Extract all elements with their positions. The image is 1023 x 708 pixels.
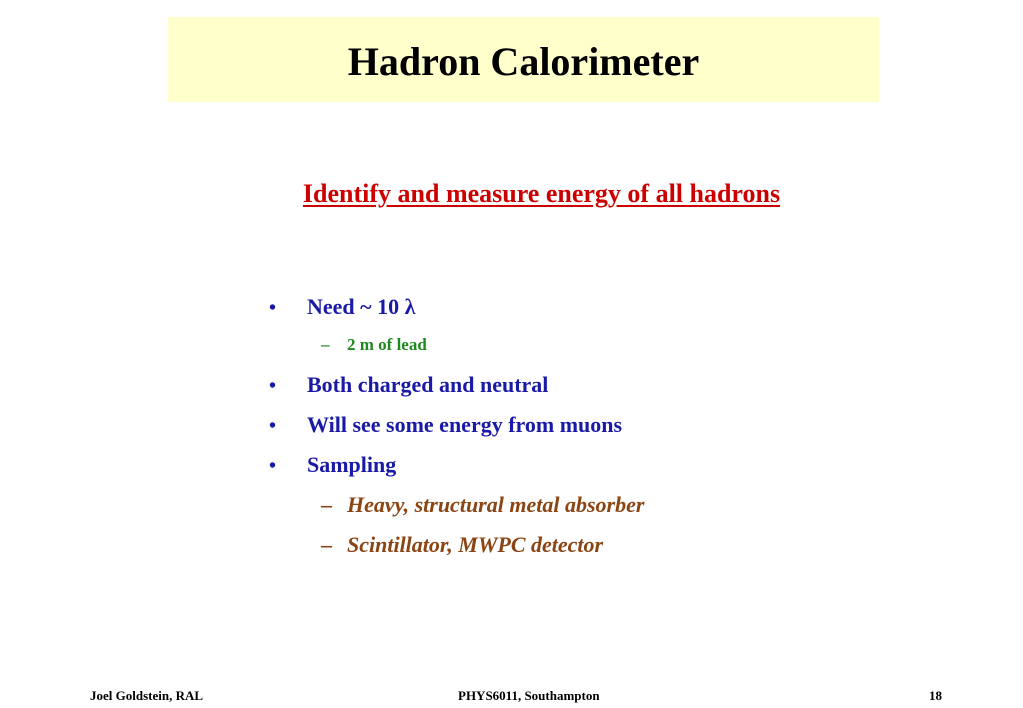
- sub-bullet-marker: –: [321, 532, 332, 557]
- slide-subtitle: Identify and measure energy of all hadrons: [302, 179, 781, 208]
- bullet-item-muons: [268, 414, 888, 454]
- sub-bullet-item-detector: [268, 534, 888, 574]
- bullet-text: Need ~ 10 λ: [307, 294, 416, 319]
- slide-title: Hadron Calorimeter: [347, 38, 700, 84]
- sub-bullet-text: Heavy, structural metal absorber: [347, 492, 645, 517]
- bullet-text: Sampling: [307, 452, 397, 477]
- bullet-item-need: [268, 296, 888, 336]
- sub-bullet-item-absorber: [268, 494, 888, 534]
- sub-bullet-item-lead: [268, 336, 888, 374]
- sub-bullet-marker: –: [321, 335, 330, 354]
- bullet-marker: •: [269, 455, 277, 477]
- bullet-marker: •: [269, 297, 277, 319]
- sub-bullet-marker: –: [321, 492, 332, 517]
- bullet-marker: •: [269, 415, 277, 437]
- footer-course: PHYS6011, Southampton: [458, 688, 600, 703]
- bullet-item-charged-neutral: [268, 374, 888, 414]
- sub-bullet-text: 2 m of lead: [347, 335, 427, 354]
- footer-author: Joel Goldstein, RAL: [90, 688, 204, 703]
- bullet-list: [268, 296, 888, 574]
- bullet-marker: •: [269, 375, 277, 397]
- sub-bullet-text: Scintillator, MWPC detector: [347, 532, 604, 557]
- title-box: [168, 17, 879, 102]
- footer-page-number: 18: [929, 688, 942, 703]
- bullet-text: Both charged and neutral: [307, 372, 549, 397]
- bullet-text: Will see some energy from muons: [307, 412, 623, 437]
- bullet-item-sampling: [268, 454, 888, 494]
